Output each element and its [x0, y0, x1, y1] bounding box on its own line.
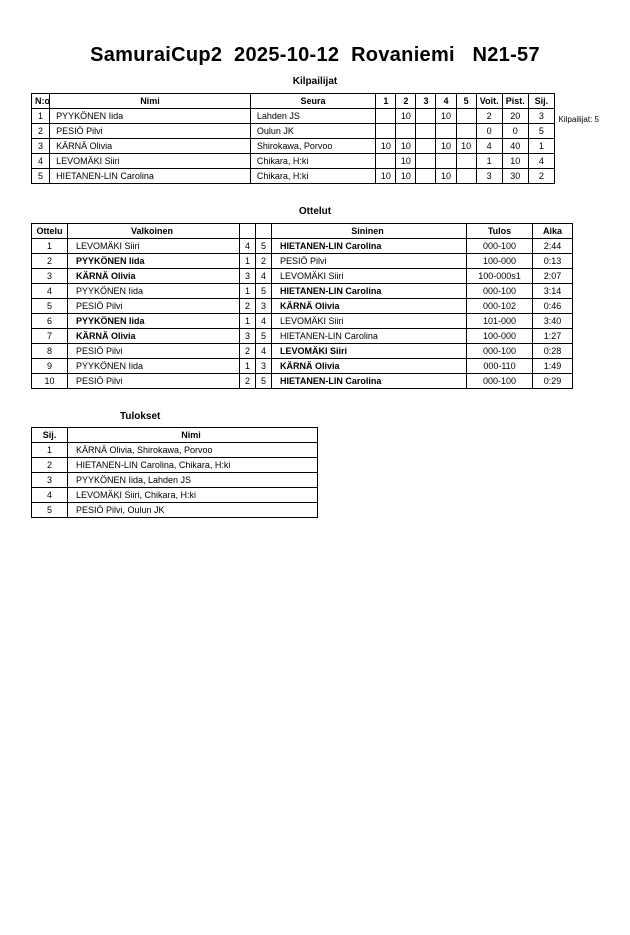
- table-row: [32, 169, 555, 184]
- cell-slot1: 2: [240, 344, 256, 359]
- table-row: [32, 299, 573, 314]
- table-header-row: [32, 94, 555, 109]
- cell-club: Oulun JK: [250, 124, 375, 139]
- cell-white: LEVOMÄKI Siiri: [68, 239, 240, 254]
- cell-result-name: PESIÖ Pilvi, Oulun JK: [68, 503, 318, 518]
- cell-club: Lahden JS: [250, 109, 375, 124]
- cell-result: 000-100: [467, 374, 533, 389]
- col-header-points: Pist.: [502, 94, 528, 109]
- cell-match-no: 9: [32, 359, 68, 374]
- col-header-rank: Sij.: [528, 94, 554, 109]
- cell-blue: HIETANEN-LIN Carolina: [272, 374, 467, 389]
- cell-r4: [436, 124, 456, 139]
- cell-wins: 1: [476, 154, 502, 169]
- competitors-table: [31, 93, 555, 184]
- cell-points: 10: [502, 154, 528, 169]
- cell-points: 0: [502, 124, 528, 139]
- cell-match-no: 8: [32, 344, 68, 359]
- results-table-wrapper: [0, 427, 630, 518]
- cell-r5: [456, 169, 476, 184]
- cell-wins: 2: [476, 109, 502, 124]
- col-header-r4: 4: [436, 94, 456, 109]
- col-header-r3: 3: [416, 94, 436, 109]
- competitors-heading: Kilpailijat: [292, 76, 338, 87]
- cell-result-name: LEVOMÄKI Siiri, Chikara, H:ki: [68, 488, 318, 503]
- cell-result: 000-102: [467, 299, 533, 314]
- table-header-row: [32, 428, 318, 443]
- cell-match-no: 2: [32, 254, 68, 269]
- cell-r2: [396, 124, 416, 139]
- cell-time: 3:40: [533, 314, 573, 329]
- cell-slot2: 3: [256, 359, 272, 374]
- cell-wins: 4: [476, 139, 502, 154]
- cell-white: PESIÖ Pilvi: [68, 344, 240, 359]
- table-row: [32, 374, 573, 389]
- cell-r1: [376, 154, 396, 169]
- table-row: [32, 239, 573, 254]
- matches-heading: Ottelut: [298, 206, 332, 217]
- cell-slot2: 5: [256, 239, 272, 254]
- cell-r3: [416, 139, 436, 154]
- cell-slot1: 1: [240, 284, 256, 299]
- table-row: [32, 443, 318, 458]
- cell-time: 0:46: [533, 299, 573, 314]
- matches-table-wrapper: [0, 223, 630, 389]
- cell-r1: [376, 124, 396, 139]
- cell-slot1: 4: [240, 239, 256, 254]
- cell-name: KÄRNÄ Olivia: [50, 139, 251, 154]
- cell-slot2: 5: [256, 329, 272, 344]
- page-title: SamuraiCup2 2025-10-12 Rovaniemi N21-57: [90, 44, 540, 66]
- table-header-row: [32, 224, 573, 239]
- competitors-count: Kilpailijat: 5: [558, 115, 599, 124]
- cell-time: 2:44: [533, 239, 573, 254]
- col-header-match-no: Ottelu: [32, 224, 68, 239]
- cell-r4: 10: [436, 169, 456, 184]
- table-row: [32, 254, 573, 269]
- cell-match-no: 4: [32, 284, 68, 299]
- cell-result: 000-100: [467, 239, 533, 254]
- table-row: [32, 269, 573, 284]
- table-row: [32, 473, 318, 488]
- cell-blue: HIETANEN-LIN Carolina: [272, 239, 467, 254]
- competitors-table-wrapper: [0, 93, 630, 184]
- cell-blue: LEVOMÄKI Siiri: [272, 314, 467, 329]
- table-row: [32, 284, 573, 299]
- cell-time: 3:14: [533, 284, 573, 299]
- cell-match-no: 1: [32, 239, 68, 254]
- cell-match-no: 6: [32, 314, 68, 329]
- col-header-r2: 2: [396, 94, 416, 109]
- results-heading: Tulokset: [120, 411, 161, 422]
- col-header-slot2: [256, 224, 272, 239]
- cell-match-no: 3: [32, 269, 68, 284]
- table-row: [32, 359, 573, 374]
- cell-result-rank: 2: [32, 458, 68, 473]
- table-row: [32, 154, 555, 169]
- cell-r4: 10: [436, 139, 456, 154]
- cell-result-name: KÄRNÄ Olivia, Shirokawa, Porvoo: [68, 443, 318, 458]
- cell-time: 0:13: [533, 254, 573, 269]
- cell-no: 1: [32, 109, 50, 124]
- cell-white: PYYKÖNEN Iida: [68, 254, 240, 269]
- table-row: [32, 488, 318, 503]
- cell-r1: [376, 109, 396, 124]
- cell-points: 30: [502, 169, 528, 184]
- cell-slot2: 4: [256, 314, 272, 329]
- cell-result-rank: 1: [32, 443, 68, 458]
- col-header-no: N:o: [32, 94, 50, 109]
- cell-slot1: 1: [240, 314, 256, 329]
- document-page: [0, 44, 630, 935]
- cell-time: 0:28: [533, 344, 573, 359]
- cell-no: 5: [32, 169, 50, 184]
- cell-slot1: 1: [240, 359, 256, 374]
- table-row: [32, 329, 573, 344]
- cell-name: PESIÖ Pilvi: [50, 124, 251, 139]
- cell-slot1: 2: [240, 299, 256, 314]
- cell-rank: 4: [528, 154, 554, 169]
- table-row: [32, 139, 555, 154]
- cell-no: 3: [32, 139, 50, 154]
- col-header-r1: 1: [376, 94, 396, 109]
- cell-white: PYYKÖNEN Iida: [68, 314, 240, 329]
- cell-r2: 10: [396, 169, 416, 184]
- cell-no: 4: [32, 154, 50, 169]
- cell-result: 101-000: [467, 314, 533, 329]
- cell-r5: 10: [456, 139, 476, 154]
- cell-result-rank: 3: [32, 473, 68, 488]
- cell-rank: 2: [528, 169, 554, 184]
- cell-white: PYYKÖNEN Iida: [68, 359, 240, 374]
- col-header-blue: Sininen: [272, 224, 467, 239]
- cell-r2: 10: [396, 154, 416, 169]
- cell-points: 20: [502, 109, 528, 124]
- cell-club: Chikara, H:ki: [250, 154, 375, 169]
- cell-result-name: HIETANEN-LIN Carolina, Chikara, H:ki: [68, 458, 318, 473]
- cell-blue: KÄRNÄ Olivia: [272, 359, 467, 374]
- cell-blue: KÄRNÄ Olivia: [272, 299, 467, 314]
- matches-table: [31, 223, 573, 389]
- cell-slot1: 3: [240, 329, 256, 344]
- col-header-club: Seura: [250, 94, 375, 109]
- table-row: [32, 344, 573, 359]
- cell-rank: 1: [528, 139, 554, 154]
- col-header-result: Tulos: [467, 224, 533, 239]
- cell-rank: 5: [528, 124, 554, 139]
- cell-slot2: 5: [256, 374, 272, 389]
- cell-blue: HIETANEN-LIN Carolina: [272, 329, 467, 344]
- cell-match-no: 10: [32, 374, 68, 389]
- cell-white: PESIÖ Pilvi: [68, 299, 240, 314]
- col-header-result-name: Nimi: [68, 428, 318, 443]
- cell-slot1: 2: [240, 374, 256, 389]
- cell-wins: 0: [476, 124, 502, 139]
- cell-result-rank: 5: [32, 503, 68, 518]
- cell-r4: 10: [436, 109, 456, 124]
- col-header-slot1: [240, 224, 256, 239]
- col-header-wins: Voit.: [476, 94, 502, 109]
- col-header-result-rank: Sij.: [32, 428, 68, 443]
- cell-time: 0:29: [533, 374, 573, 389]
- cell-white: KÄRNÄ Olivia: [68, 329, 240, 344]
- col-header-r5: 5: [456, 94, 476, 109]
- cell-time: 1:49: [533, 359, 573, 374]
- cell-blue: HIETANEN-LIN Carolina: [272, 284, 467, 299]
- cell-name: HIETANEN-LIN Carolina: [50, 169, 251, 184]
- cell-r4: [436, 154, 456, 169]
- cell-slot2: 4: [256, 269, 272, 284]
- cell-r3: [416, 109, 436, 124]
- table-row: [32, 109, 555, 124]
- cell-r3: [416, 154, 436, 169]
- cell-rank: 3: [528, 109, 554, 124]
- cell-time: 2:07: [533, 269, 573, 284]
- col-header-white: Valkoinen: [68, 224, 240, 239]
- cell-points: 40: [502, 139, 528, 154]
- cell-result-rank: 4: [32, 488, 68, 503]
- cell-slot2: 2: [256, 254, 272, 269]
- cell-r1: 10: [376, 169, 396, 184]
- cell-white: PESIÖ Pilvi: [68, 374, 240, 389]
- col-header-name: Nimi: [50, 94, 251, 109]
- cell-blue: LEVOMÄKI Siiri: [272, 344, 467, 359]
- table-row: [32, 458, 318, 473]
- cell-no: 2: [32, 124, 50, 139]
- cell-slot1: 1: [240, 254, 256, 269]
- cell-result: 000-100: [467, 284, 533, 299]
- cell-r5: [456, 154, 476, 169]
- cell-slot1: 3: [240, 269, 256, 284]
- cell-result: 000-110: [467, 359, 533, 374]
- cell-r5: [456, 124, 476, 139]
- cell-r2: 10: [396, 109, 416, 124]
- cell-name: LEVOMÄKI Siiri: [50, 154, 251, 169]
- results-table: [31, 427, 318, 518]
- table-row: [32, 503, 318, 518]
- cell-slot2: 5: [256, 284, 272, 299]
- cell-name: PYYKÖNEN Iida: [50, 109, 251, 124]
- cell-wins: 3: [476, 169, 502, 184]
- cell-match-no: 5: [32, 299, 68, 314]
- cell-blue: LEVOMÄKI Siiri: [272, 269, 467, 284]
- cell-r3: [416, 124, 436, 139]
- table-row: [32, 314, 573, 329]
- cell-r5: [456, 109, 476, 124]
- col-header-time: Aika: [533, 224, 573, 239]
- cell-white: PYYKÖNEN Iida: [68, 284, 240, 299]
- cell-result: 100-000: [467, 254, 533, 269]
- cell-slot2: 3: [256, 299, 272, 314]
- cell-club: Shirokawa, Porvoo: [250, 139, 375, 154]
- cell-result: 100-000s1: [467, 269, 533, 284]
- table-row: [32, 124, 555, 139]
- cell-club: Chikara, H:ki: [250, 169, 375, 184]
- cell-match-no: 7: [32, 329, 68, 344]
- cell-result: 100-000: [467, 329, 533, 344]
- cell-result: 000-100: [467, 344, 533, 359]
- cell-r3: [416, 169, 436, 184]
- cell-r2: 10: [396, 139, 416, 154]
- cell-slot2: 4: [256, 344, 272, 359]
- cell-time: 1:27: [533, 329, 573, 344]
- cell-blue: PESIÖ Pilvi: [272, 254, 467, 269]
- cell-white: KÄRNÄ Olivia: [68, 269, 240, 284]
- cell-result-name: PYYKÖNEN Iida, Lahden JS: [68, 473, 318, 488]
- cell-r1: 10: [376, 139, 396, 154]
